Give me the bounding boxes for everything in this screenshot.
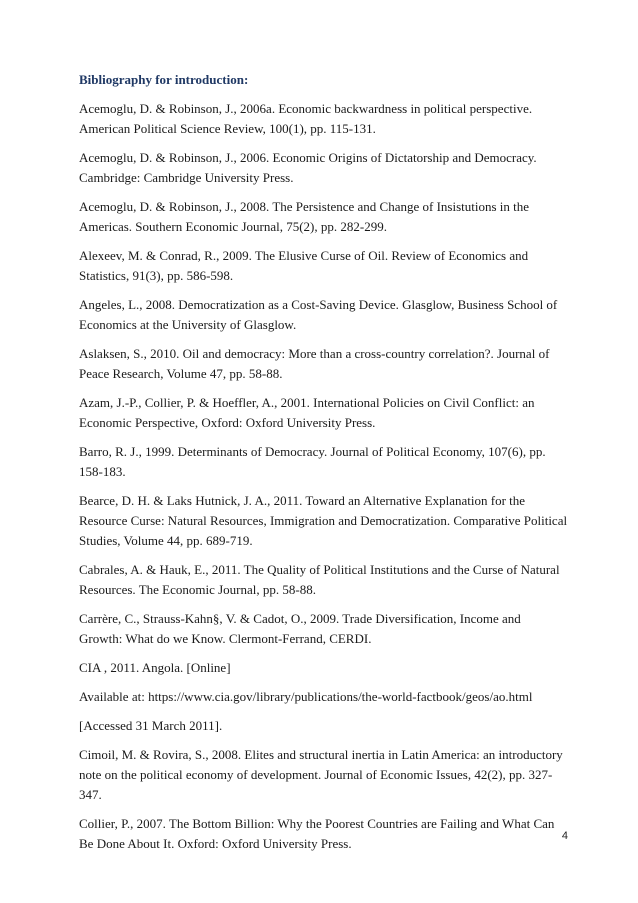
page-number: 4 — [561, 830, 568, 842]
reference-line: Americas. Southern Economic Journal, 75(2), pp. 282-299. — [79, 219, 387, 234]
reference-entry — [79, 716, 569, 736]
reference-entry — [79, 814, 569, 854]
bibliography-heading: Bibliography for introduction: — [79, 72, 249, 87]
reference-line: Available at: https://www.cia.gov/library/publications/the-world-factbook/geos/ao.html — [79, 689, 533, 704]
reference-entry — [79, 344, 569, 384]
reference-list — [79, 99, 569, 854]
reference-line: Cambridge: Cambridge University Press. — [79, 170, 294, 185]
reference-entry — [79, 609, 569, 649]
reference-line: Resource Curse: Natural Resources, Immigration and Democratization. Comparative Political — [79, 513, 568, 528]
reference-line: Acemoglu, D. & Robinson, J., 2006. Economic Origins of Dictatorship and Democracy. — [79, 150, 537, 165]
reference-line: Be Done About It. Oxford: Oxford University Press. — [79, 836, 352, 851]
reference-line: Cabrales, A. & Hauk, E., 2011. The Quality of Political Institutions and the Curse of Natural — [79, 562, 560, 577]
reference-line: Azam, J.-P., Collier, P. & Hoeffler, A., 2001. International Policies on Civil Conflict: an — [79, 395, 535, 410]
reference-line: Aslaksen, S., 2010. Oil and democracy: More than a cross-country correlation?. Journal of — [79, 346, 550, 361]
reference-line: note on the political economy of development. Journal of Economic Issues, 42(2), pp. 327- — [79, 767, 553, 782]
reference-entry — [79, 491, 569, 551]
reference-line: Statistics, 91(3), pp. 586-598. — [79, 268, 234, 283]
reference-entry — [79, 687, 569, 707]
document-page — [79, 70, 569, 863]
reference-line: Economic Perspective, Oxford: Oxford University Press. — [79, 415, 376, 430]
reference-line: Economics at the University of Glasglow. — [79, 317, 297, 332]
reference-entry — [79, 295, 569, 335]
reference-line: Barro, R. J., 1999. Determinants of Democracy. Journal of Political Economy, 107(6), pp. — [79, 444, 546, 459]
reference-entry — [79, 393, 569, 433]
reference-line: Studies, Volume 44, pp. 689-719. — [79, 533, 253, 548]
reference-line: Resources. The Economic Journal, pp. 58-88. — [79, 582, 316, 597]
reference-entry — [79, 197, 569, 237]
reference-line: American Political Science Review, 100(1), pp. 115-131. — [79, 121, 376, 136]
reference-line: Cimoil, M. & Rovira, S., 2008. Elites and structural inertia in Latin America: an introductory — [79, 747, 563, 762]
reference-entry — [79, 442, 569, 482]
reference-line: Growth: What do we Know. Clermont-Ferrand, CERDI. — [79, 631, 372, 646]
reference-line: CIA , 2011. Angola. [Online] — [79, 660, 231, 675]
reference-entry — [79, 148, 569, 188]
reference-line: Collier, P., 2007. The Bottom Billion: Why the Poorest Countries are Failing and What Can — [79, 816, 555, 831]
reference-entry — [79, 246, 569, 286]
reference-line: Acemoglu, D. & Robinson, J., 2006a. Economic backwardness in political perspective. — [79, 101, 533, 116]
reference-line: Alexeev, M. & Conrad, R., 2009. The Elusive Curse of Oil. Review of Economics and — [79, 248, 529, 263]
reference-entry — [79, 560, 569, 600]
reference-entry — [79, 658, 569, 678]
reference-line: Angeles, L., 2008. Democratization as a Cost-Saving Device. Glasglow, Business School of — [79, 297, 558, 312]
reference-entry — [79, 745, 569, 805]
reference-line: Bearce, D. H. & Laks Hutnick, J. A., 2011. Toward an Alternative Explanation for the — [79, 493, 526, 508]
reference-entry — [79, 99, 569, 139]
reference-line: [Accessed 31 March 2011]. — [79, 718, 223, 733]
reference-line: Acemoglu, D. & Robinson, J., 2008. The Persistence and Change of Insistutions in the — [79, 199, 530, 214]
reference-line: Peace Research, Volume 47, pp. 58-88. — [79, 366, 283, 381]
reference-line: Carrère, C., Strauss-Kahn§, V. & Cadot, O., 2009. Trade Diversification, Income and — [79, 611, 521, 626]
reference-line: 347. — [79, 787, 102, 802]
reference-line: 158-183. — [79, 464, 126, 479]
